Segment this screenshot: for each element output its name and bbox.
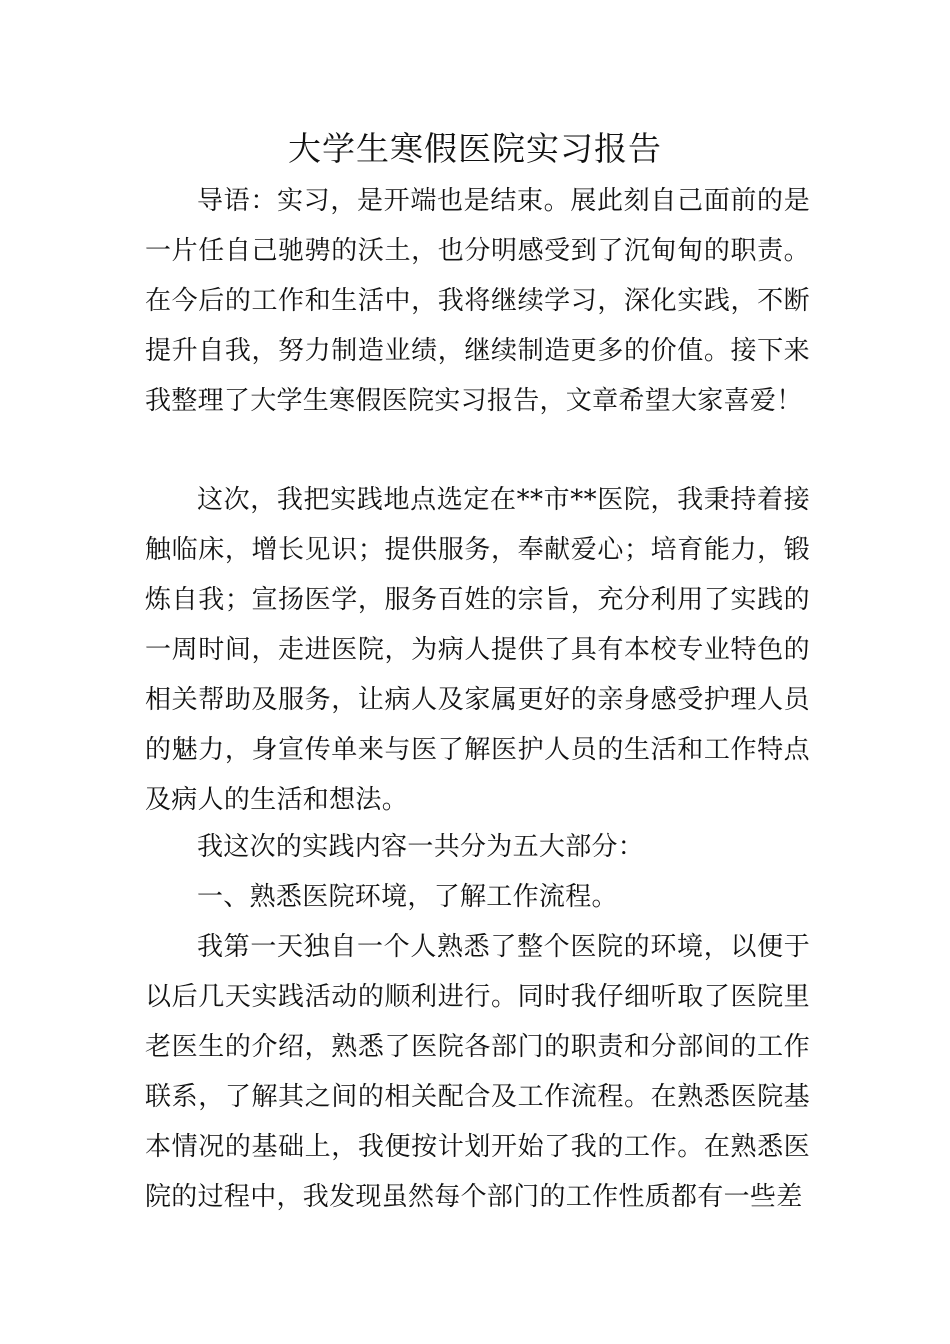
body-paragraph: 我这次的实践内容一共分为五大部分： xyxy=(197,832,645,862)
intro-paragraph: 导语：实习，是开端也是结束。展此刻自己面前的是一片任自己驰骋的沃土，也分明感受到了沉甸甸的职责。在今后的工作和生活中，我将继续学习，深化实践，不断提升自我，努力制造业绩，继续制造更多的价值。接下来我整理了大学生寒假医院实习报告，文章希望大家喜爱！ xyxy=(145,186,810,416)
document-title: 大学生寒假医院实习报告 xyxy=(288,129,662,168)
body-paragraph: 我第一天独自一个人熟悉了整个医院的环境，以便于以后几天实践活动的顺利进行。同时我仔细听取了医院里老医生的介绍，熟悉了医院各部门的职责和分部间的工作联系，了解其之间的相关配合及工作流程。在熟悉医院基本情况的基础上，我便按计划开始了我的工作。在熟悉医院的过程中，我发现虽然每个部门的工作性质都有一些差 xyxy=(145,932,810,1212)
body-paragraph: 这次，我把实践地点选定在**市**医院，我秉持着接触临床，增长见识；提供服务，奉献爱心；培育能力，锻炼自我；宣扬医学，服务百姓的宗旨，充分利用了实践的一周时间，走进医院，为病人提供了具有本校专业特色的相关帮助及服务，让病人及家属更好的亲身感受护理人员的魅力，身宣传单来与医了解医护人员的生活和工作特点及病人的生活和想法。 xyxy=(145,485,810,815)
section-heading: 一、熟悉医院环境，了解工作流程。 xyxy=(197,882,618,912)
